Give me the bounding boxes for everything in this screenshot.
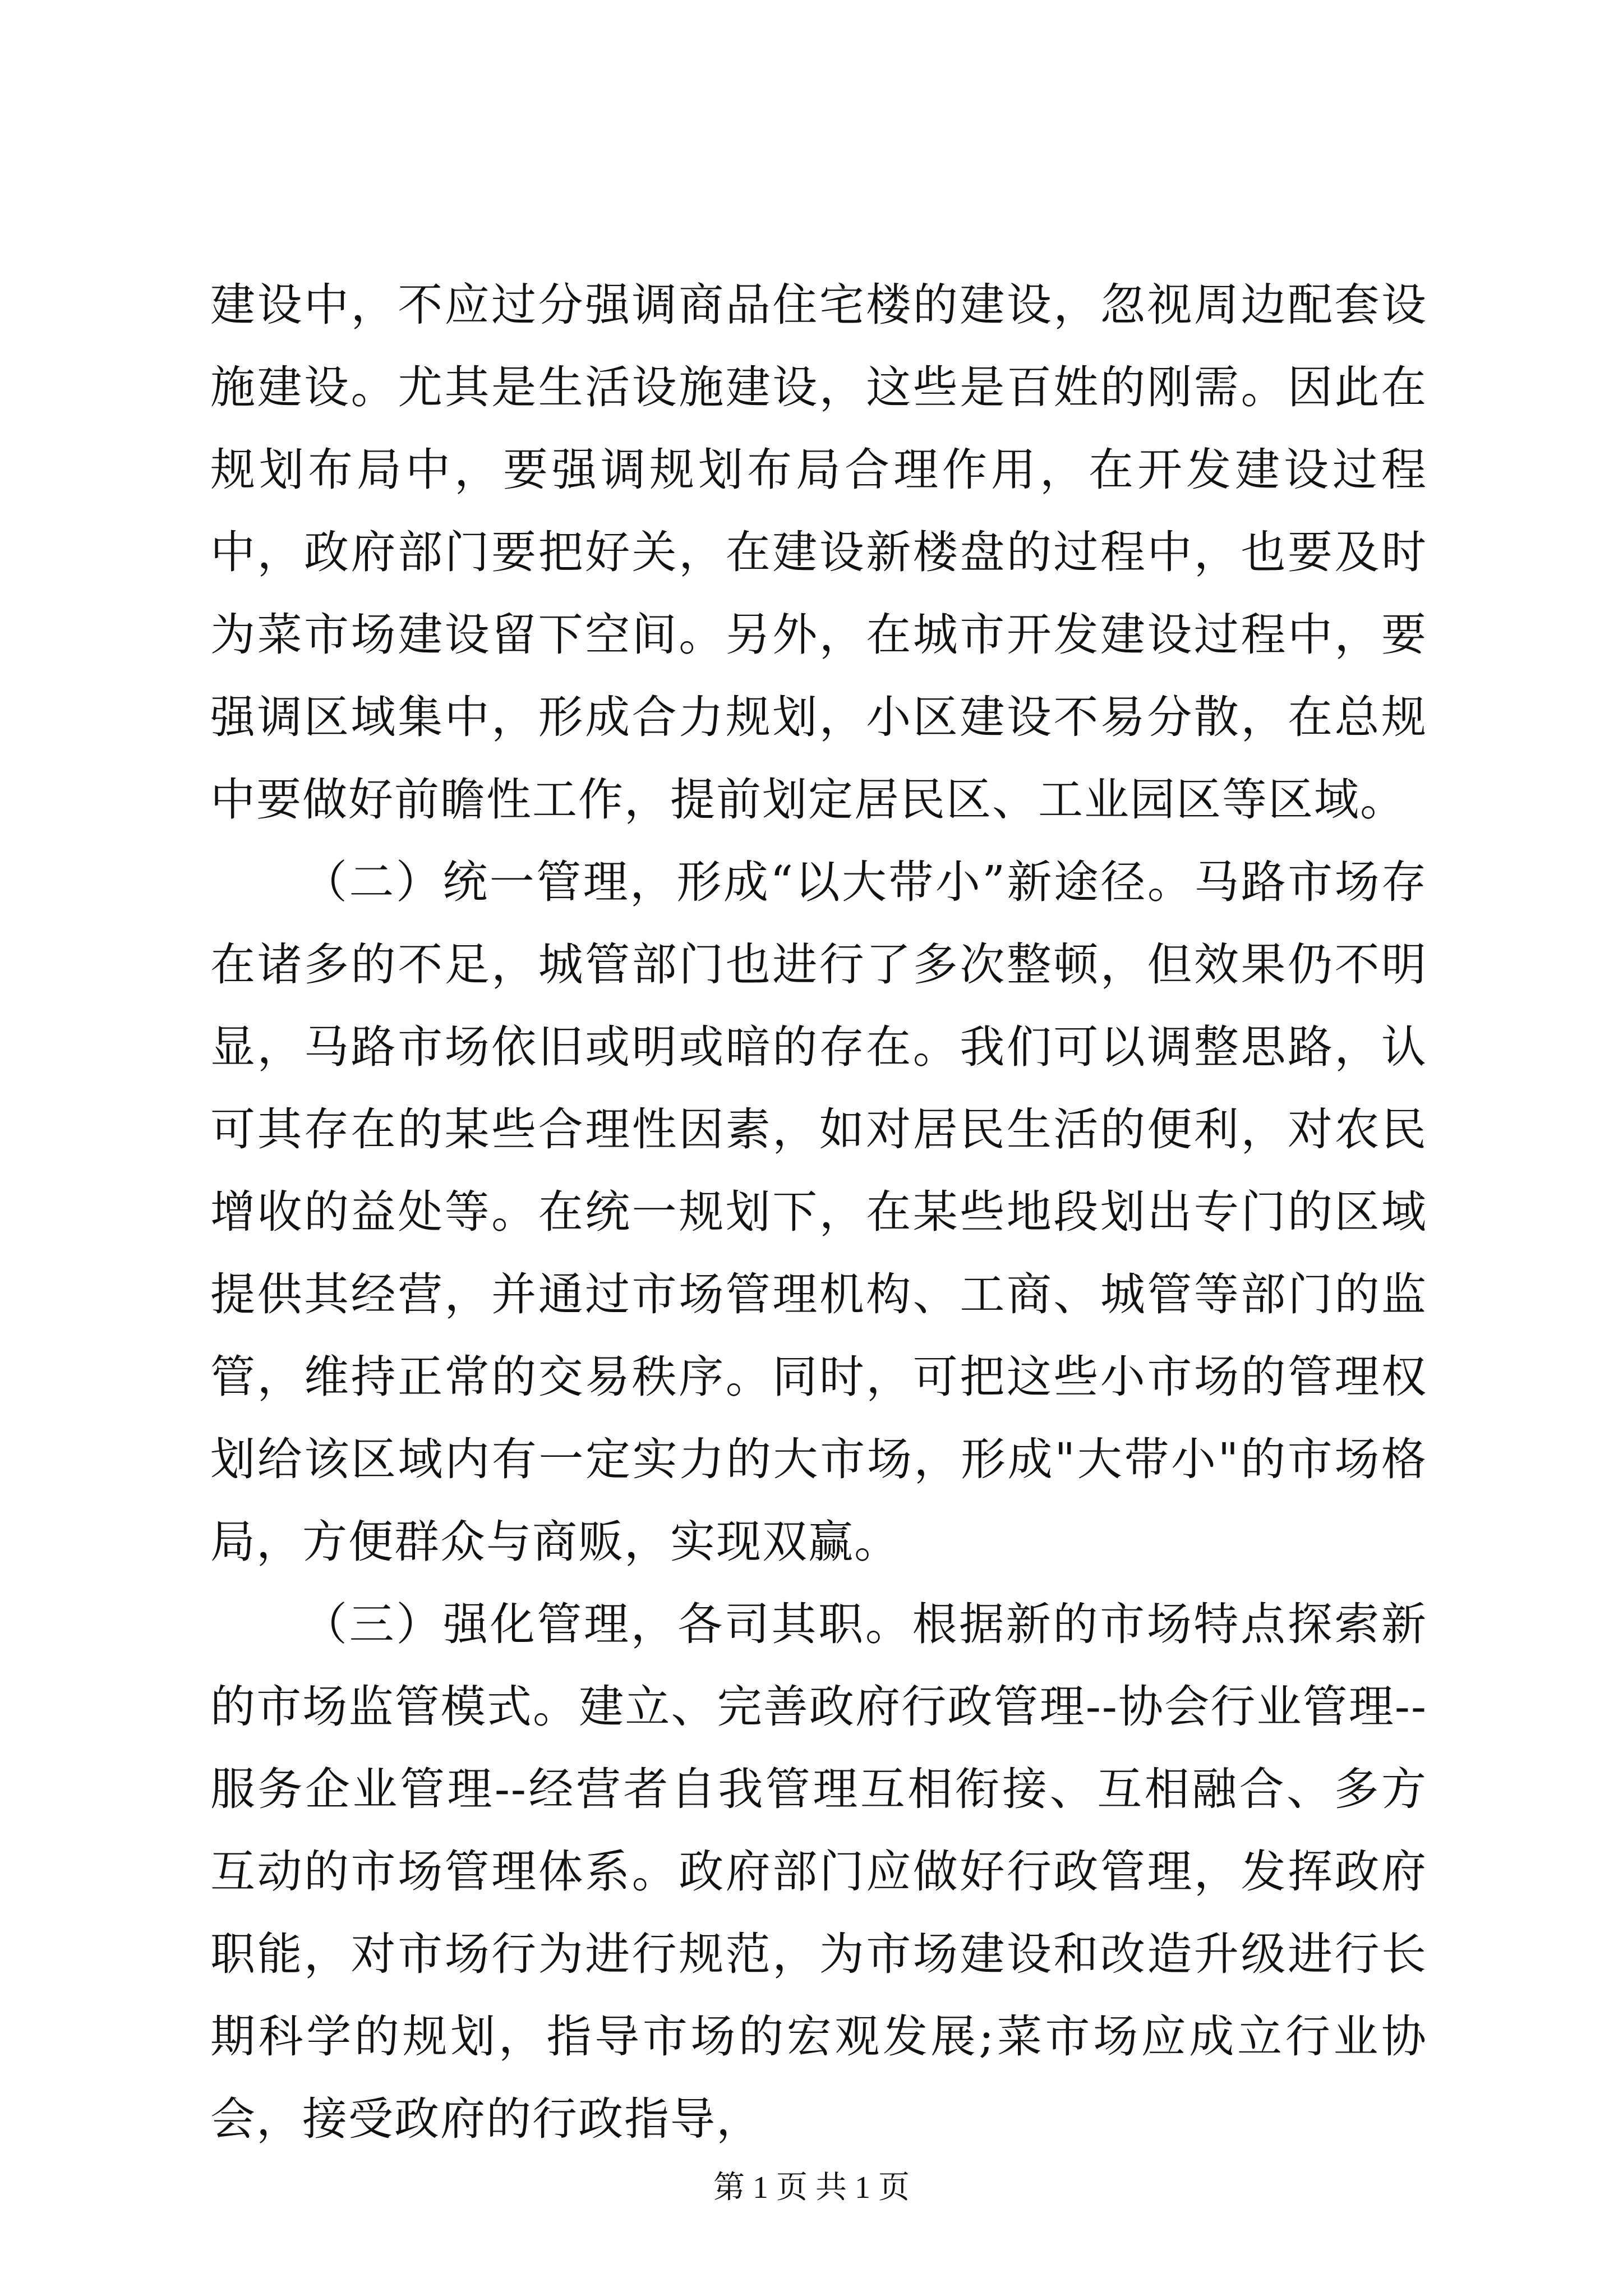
body-paragraph-2: （二）统一管理，形成“以大带小”新途径。马路市场存在诸多的不足，城管部门也进行了多次整顿，但效果仍不明显，马路市场依旧或明或暗的存在。我们可以调整思路，认可其存在的某些合理性因素，如对居民生活的便利，对农民增收的益处等。在统一规划下，在某些地段划出专门的区域提供其经营，并通过市场管理机构、工商、城管等部门的监管，维持正常的交易秩序。同时，可把这些小市场的管理权划给该区域内有一定实力的大市场，形成"大带小"的市场格局，方便群众与商贩，实现双赢。 bbox=[210, 856, 1427, 1568]
document-body bbox=[210, 264, 1427, 2160]
body-paragraph-3: （三）强化管理，各司其职。根据新的市场特点探索新的市场监管模式。建立、完善政府行政管理--协会行业管理--服务企业管理--经营者自我管理互相衔接、互相融合、多方互动的市场管理体系。政府部门应做好行政管理，发挥政府职能，对市场行为进行规范，为市场建设和改造升级进行长期科学的规划，指导市场的宏观发展;菜市场应成立行业协会，接受政府的行政指导， bbox=[210, 1598, 1427, 2145]
body-paragraph-1: 建设中，不应过分强调商品住宅楼的建设，忽视周边配套设施建设。尤其是生活设施建设，这些是百姓的刚需。因此在规划布局中，要强调规划布局合理作用，在开发建设过程中，政府部门要把好关，在建设新楼盘的过程中，也要及时为菜市场建设留下空间。另外，在城市开发建设过程中，要强调区域集中，形成合力规划，小区建设不易分散，在总规中要做好前瞻性工作，提前划定居民区、工业园区等区域。 bbox=[210, 279, 1427, 826]
page-footer: 第 1 页 共 1 页 bbox=[713, 2170, 910, 2205]
